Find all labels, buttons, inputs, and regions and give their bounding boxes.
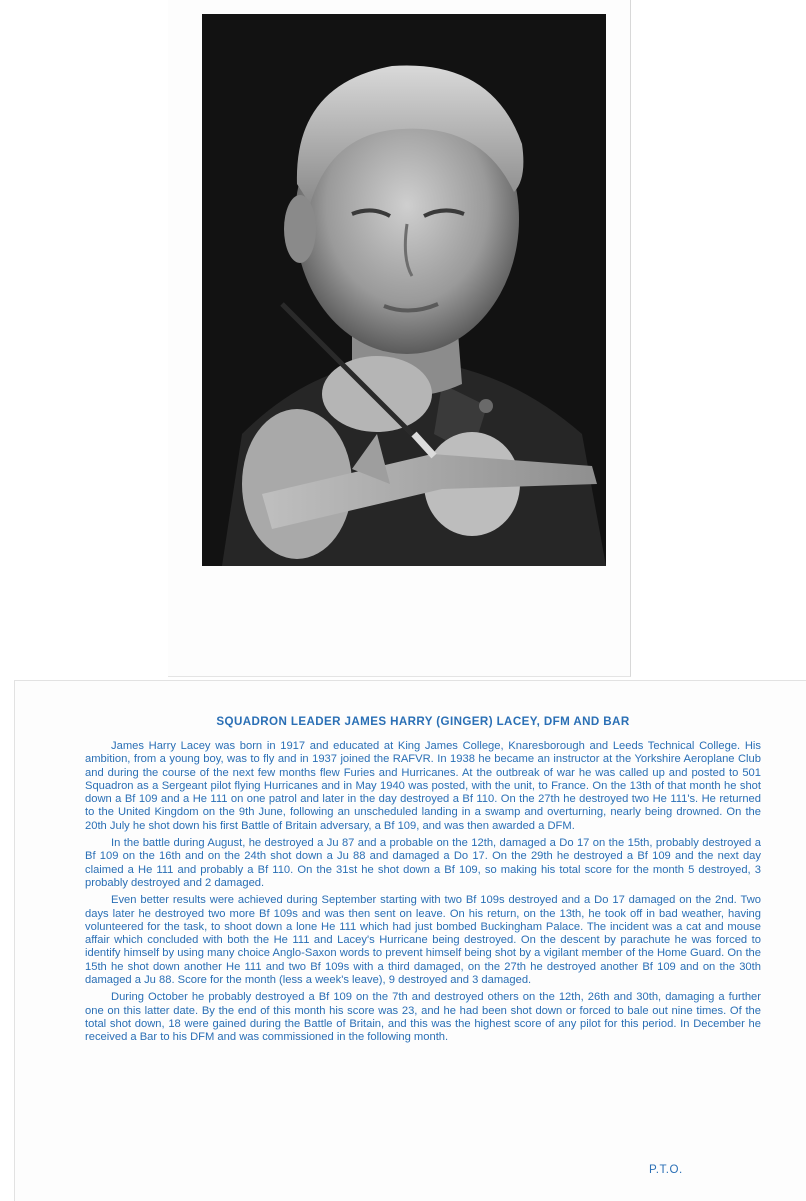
paragraph-august: In the battle during August, he destroyed a Ju 87 and a probable on the 12th, damaged a Do 17 on the 15th, probably destroyed a Bf 109 on the 16th and on the 24th shot down a Ju 88 and damaged a Do 17. On the 29th he destroyed a Bf 109 and the next day claimed a He 111 and probably a Bf 110. On the 31st he shot down a Bf 109, so making his total score for the month 5 destroyed, 3 probably destroyed and 2 damaged. — [85, 837, 761, 889]
portrait-photo — [202, 14, 606, 566]
portrait-photo-icon — [202, 14, 606, 566]
biography-card — [14, 680, 806, 1201]
paragraph-september: Even better results were achieved during September starting with two Bf 109s destroyed and a Do 17 damaged on the 2nd. Two days later he destroyed two more Bf 109s and was then sent on leave. On his return, on the 13th, he took off in bad weather, having volunteered for the task, to shoot down a lone He 111 which had just bombed Buckingham Palace. The incident was a cat and mouse affair which concluded with both the He 111 and Lacey's Hurricane being destroyed. On the descent by parachute he was forced to identify himself by using many choice Anglo-Saxon words to prevent himself being shot by a vigilant member of the Home Guard. On the 15th he shot down another He 111 and two Bf 109s with a third damaged, on the 27th he destroyed another Bf 109 and on the 30th damaged a Ju 88. Score for the month (less a week's leave), 9 destroyed and 3 damaged. — [85, 894, 761, 987]
document-title: SQUADRON LEADER JAMES HARRY (GINGER) LACEY, DFM AND BAR — [216, 715, 630, 728]
paragraph-october: During October he probably destroyed a Bf 109 on the 7th and destroyed others on the 12th, 26th and 30th, damaging a further one on this latter date. By the end of this month his score was 23, and he had been shot down or forced to bale out nine times. Of the total shot down, 18 were gained during the Battle of Britain, and this was the highest score of any pilot for this period. In December he received a Bar to his DFM and was commissioned in the following month. — [85, 991, 761, 1044]
paragraph-early-life: James Harry Lacey was born in 1917 and educated at King James College, Knaresborough and Leeds Technical College. His ambition, from a young boy, was to fly and in 1937 joined the RAFVR. In 1938 he became an instructor at the Yorkshire Aeroplane Club and during the course of the next few months flew Furies and Hurricanes. At the outbreak of war he was called up and posted to 501 Squadron as a Sergeant pilot flying Hurricanes and in May 1940 was posted, with the unit, to France. On the 13th of that month he shot down a Bf 109 and a He 111 on one patrol and later in the day destroyed a Bf 110. On the 27th he destroyed two He 111's. He returned to the United Kingdom on the 9th June, following an unscheduled landing in a swamp and overturning, nearly being drowned. On the 20th July he shot down his first Battle of Britain adversary, a Bf 109, and was then awarded a DFM. — [85, 740, 761, 832]
pto-label: P.T.O. — [649, 1163, 683, 1176]
biography-text — [85, 715, 761, 1049]
